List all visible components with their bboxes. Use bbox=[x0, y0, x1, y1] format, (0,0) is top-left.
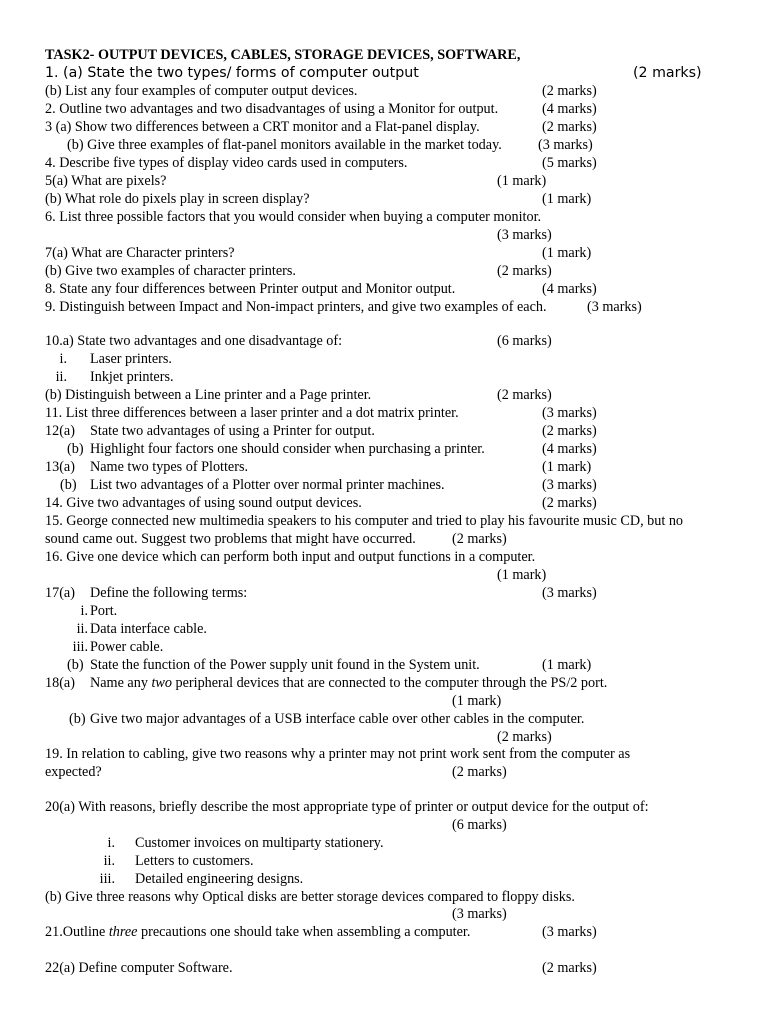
question-text: (b) Give two examples of character printers. bbox=[45, 263, 296, 279]
question-number: 12(a) bbox=[45, 423, 75, 439]
question-marks: (2 marks) bbox=[452, 764, 507, 780]
question-text: Give two major advantages of a USB interface cable over other cables in the computer. bbox=[90, 711, 585, 727]
question-number: (b) bbox=[67, 657, 84, 673]
question-marks: (4 marks) bbox=[542, 281, 597, 297]
question-text: 8. State any four differences between Printer output and Monitor output. bbox=[45, 281, 456, 297]
question-text: (b) What role do pixels play in screen display? bbox=[45, 191, 310, 207]
question-number: 17(a) bbox=[45, 585, 75, 601]
question-number: (b) bbox=[69, 711, 86, 727]
question-number: (b) bbox=[67, 441, 84, 457]
question-text: (b) List any four examples of computer output devices. bbox=[45, 83, 358, 99]
question-number: 13(a) bbox=[45, 459, 75, 475]
list-item-text: Data interface cable. bbox=[90, 621, 207, 637]
question-marks: (1 mark) bbox=[542, 191, 592, 207]
list-item-text: Letters to customers. bbox=[135, 853, 254, 869]
list-item-text: Detailed engineering designs. bbox=[135, 871, 304, 887]
question-text: State two advantages of using a Printer for output. bbox=[90, 423, 375, 439]
question-marks: (1 mark) bbox=[542, 245, 592, 261]
question-marks: (4 marks) bbox=[542, 441, 597, 457]
question-marks: (3 marks) bbox=[587, 299, 642, 315]
question-text: Name any two peripheral devices that are connected to the computer through the PS/2 port. bbox=[90, 675, 608, 691]
list-numeral: ii. bbox=[103, 853, 115, 869]
question-marks: (5 marks) bbox=[542, 155, 597, 171]
question-marks: (2 marks) bbox=[542, 119, 597, 135]
question-marks: (1 mark) bbox=[452, 693, 502, 709]
question-text: List two advantages of a Plotter over normal printer machines. bbox=[90, 477, 445, 493]
list-numeral: iii. bbox=[72, 639, 88, 655]
question-text: State the function of the Power supply unit found in the System unit. bbox=[90, 657, 480, 673]
question-marks: (3 marks) bbox=[497, 227, 552, 243]
question-marks: (1 mark) bbox=[497, 173, 547, 189]
question-text: Highlight four factors one should consider when purchasing a printer. bbox=[90, 441, 485, 457]
list-item-text: Customer invoices on multiparty stationery. bbox=[135, 835, 384, 851]
question-text: sound came out. Suggest two problems that might have occurred. bbox=[45, 531, 416, 547]
question-text: Define the following terms: bbox=[90, 585, 248, 601]
question-text: Name two types of Plotters. bbox=[90, 459, 249, 475]
question-marks: (2 marks) bbox=[633, 65, 702, 81]
question-text: 15. George connected new multimedia speakers to his computer and tried to play his favourite music CD, but no bbox=[45, 513, 684, 529]
question-marks: (3 marks) bbox=[452, 906, 507, 922]
question-marks: (3 marks) bbox=[542, 924, 597, 940]
question-marks: (2 marks) bbox=[452, 531, 507, 547]
question-number: (b) bbox=[60, 477, 77, 493]
question-marks: (2 marks) bbox=[542, 495, 597, 511]
list-numeral: ii. bbox=[76, 621, 88, 637]
question-marks: (1 mark) bbox=[497, 567, 547, 583]
list-item-text: Power cable. bbox=[90, 639, 164, 655]
question-text: 14. Give two advantages of using sound output devices. bbox=[45, 495, 362, 511]
question-marks: (3 marks) bbox=[542, 477, 597, 493]
question-text: (b) Give three reasons why Optical disks are better storage devices compared to floppy disks. bbox=[45, 889, 575, 905]
list-numeral: iii. bbox=[99, 871, 115, 887]
question-text: 9. Distinguish between Impact and Non-impact printers, and give two examples of each. bbox=[45, 299, 547, 315]
question-marks: (6 marks) bbox=[452, 817, 507, 833]
question-text: 1. (a) State the two types/ forms of computer output bbox=[45, 65, 419, 81]
question-marks: (3 marks) bbox=[542, 585, 597, 601]
question-text: 5(a) What are pixels? bbox=[45, 173, 167, 189]
question-marks: (2 marks) bbox=[542, 423, 597, 439]
question-marks: (2 marks) bbox=[497, 387, 552, 403]
question-text: 20(a) With reasons, briefly describe the most appropriate type of printer or output device for the output of: bbox=[45, 799, 649, 815]
question-marks: (3 marks) bbox=[538, 137, 593, 153]
question-text: 11. List three differences between a laser printer and a dot matrix printer. bbox=[45, 405, 459, 421]
question-text: (b) Distinguish between a Line printer and a Page printer. bbox=[45, 387, 372, 403]
question-marks: (1 mark) bbox=[542, 657, 592, 673]
question-text: 16. Give one device which can perform both input and output functions in a computer. bbox=[45, 549, 536, 565]
list-numeral: i. bbox=[107, 835, 115, 851]
question-text: 10.a) State two advantages and one disadvantage of: bbox=[45, 333, 343, 349]
question-marks: (6 marks) bbox=[497, 333, 552, 349]
list-numeral: i. bbox=[59, 351, 67, 367]
document-title: TASK2- OUTPUT DEVICES, CABLES, STORAGE DEVICES, SOFTWARE, bbox=[45, 47, 521, 63]
question-marks: (4 marks) bbox=[542, 101, 597, 117]
question-marks: (2 marks) bbox=[542, 960, 597, 976]
question-text: (b) Give three examples of flat-panel monitors available in the market today. bbox=[67, 137, 502, 153]
list-numeral: ii. bbox=[55, 369, 67, 385]
question-text: 7(a) What are Character printers? bbox=[45, 245, 235, 261]
question-marks: (3 marks) bbox=[542, 405, 597, 421]
question-text: 4. Describe five types of display video cards used in computers. bbox=[45, 155, 408, 171]
question-text: 22(a) Define computer Software. bbox=[45, 960, 233, 976]
question-text: 19. In relation to cabling, give two reasons why a printer may not print work sent from the computer as bbox=[45, 746, 631, 762]
question-text: 2. Outline two advantages and two disadvantages of using a Monitor for output. bbox=[45, 101, 499, 117]
question-marks: (1 mark) bbox=[542, 459, 592, 475]
list-numeral: i. bbox=[80, 603, 88, 619]
question-text: expected? bbox=[45, 764, 102, 780]
question-marks: (2 marks) bbox=[542, 83, 597, 99]
list-item-text: Laser printers. bbox=[90, 351, 172, 367]
question-marks: (2 marks) bbox=[497, 729, 552, 745]
question-number: 18(a) bbox=[45, 675, 75, 691]
question-marks: (2 marks) bbox=[497, 263, 552, 279]
question-text: 6. List three possible factors that you would consider when buying a computer monitor. bbox=[45, 209, 542, 225]
question-text: 3 (a) Show two differences between a CRT monitor and a Flat-panel display. bbox=[45, 119, 480, 135]
question-text: 21.Outline three precautions one should take when assembling a computer. bbox=[45, 924, 471, 940]
list-item-text: Inkjet printers. bbox=[90, 369, 174, 385]
list-item-text: Port. bbox=[90, 603, 118, 619]
